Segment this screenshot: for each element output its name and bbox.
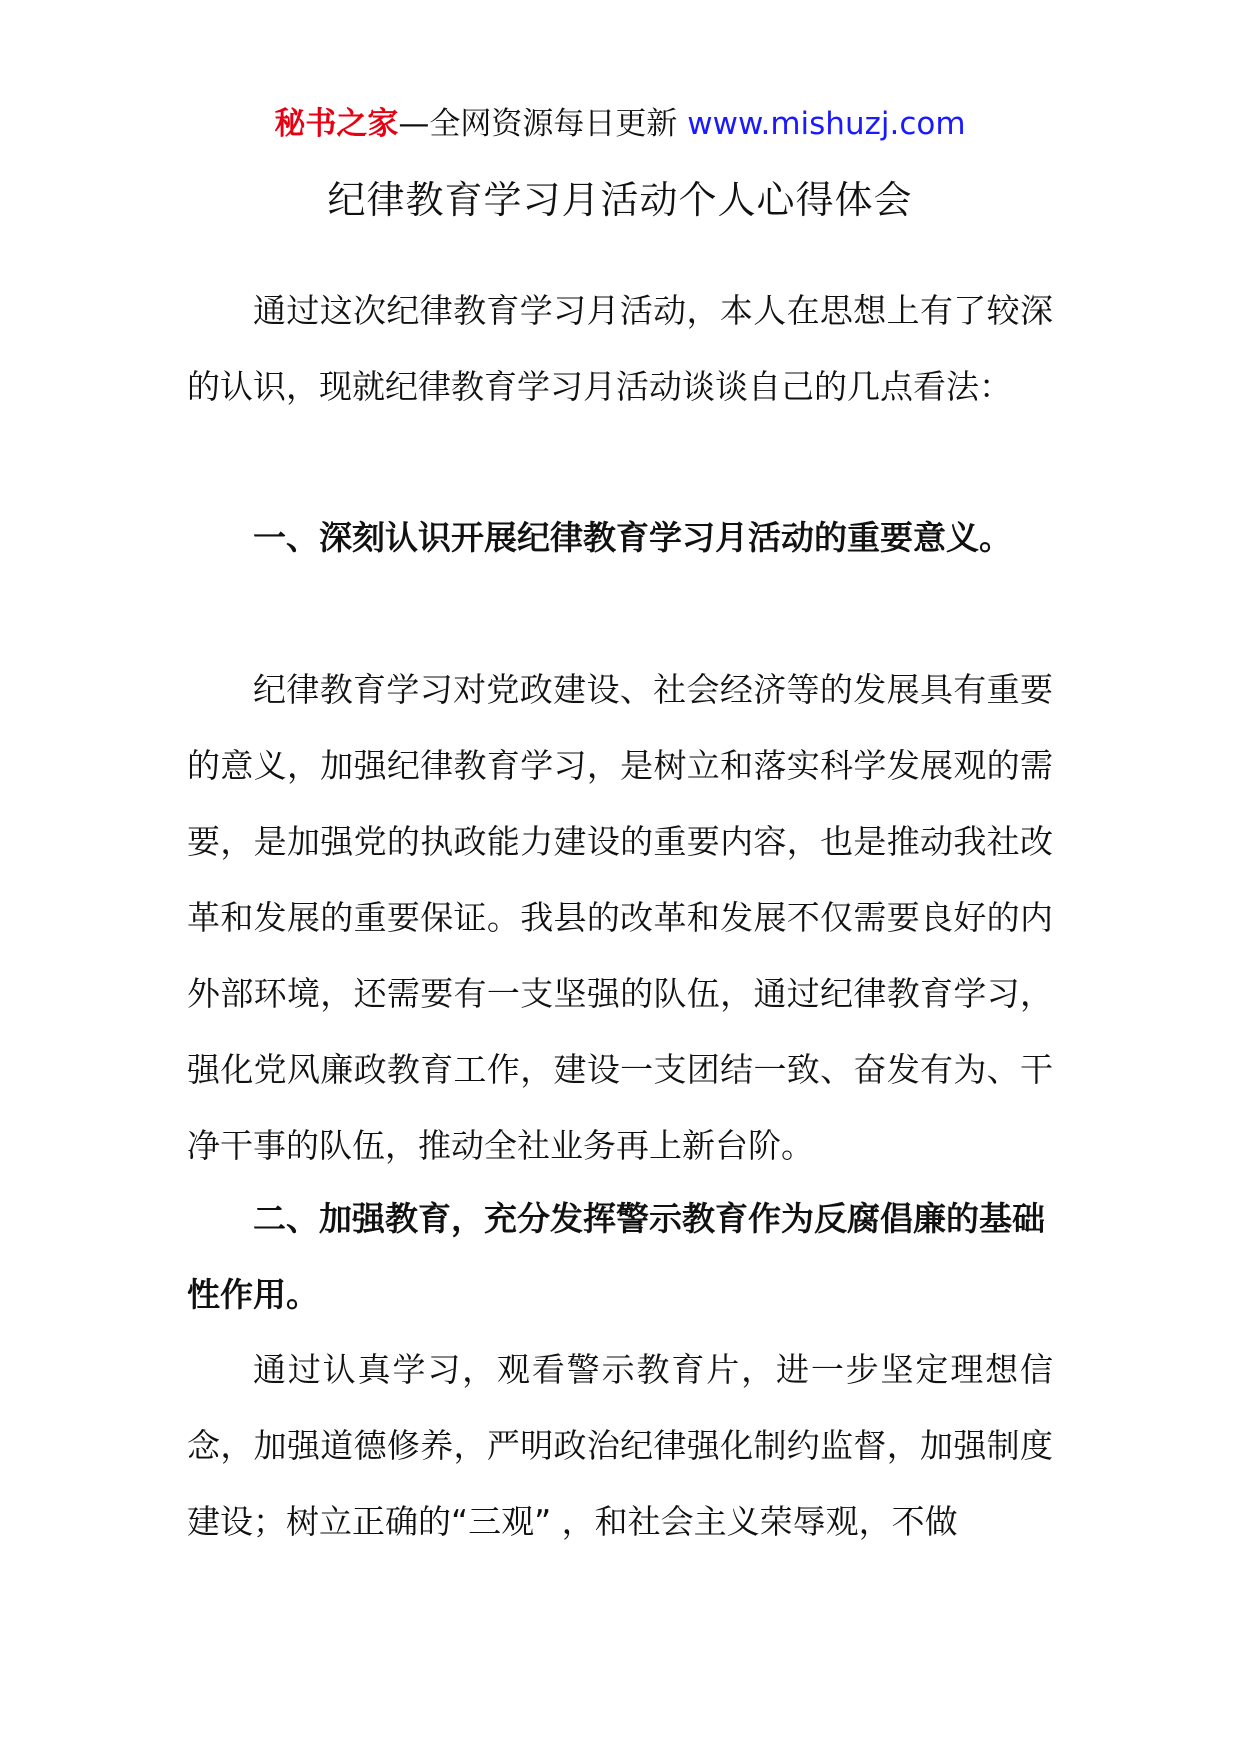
intro-paragraph: 通过这次纪律教育学习月活动，本人在思想上有了较深的认识，现就纪律教育学习月活动谈谈自己的几点看法： [187,291,1053,406]
brand-name: 秘书之家 [274,106,399,142]
site-banner [0,104,1240,144]
section-heading-2: 二、加强教育，充分发挥警示教育作为反腐倡廉的基础性作用。 [187,1199,1045,1314]
site-url: www.mishuzj.com [677,106,966,142]
section-paragraph-2: 通过认真学习，观看警示教育片，进一步坚定理想信念，加强道德修养，严明政治纪律强化制约监督，加强制度建设；树立正确的“三观” ，和社会主义荣辱观，不做 [187,1350,1053,1541]
section-heading-1: 一、深刻认识开展纪律教育学习月活动的重要意义。 [253,518,1012,557]
section-paragraph-1: 纪律教育学习对党政建设、社会经济等的发展具有重要的意义，加强纪律教育学习，是树立和落实科学发展观的需要，是加强党的执政能力建设的重要内容，也是推动我社改革和发展的重要保证。我县的改革和发展不仅需要良好的内外部环境，还需要有一支坚强的队伍，通过纪律教育学习，强化党风廉政教育工作，建设一支团结一致、奋发有为、干净干事的队伍，推动全社业务再上新台阶。 [187,670,1053,1165]
document-title: 纪律教育学习月活动个人心得体会 [327,178,913,222]
brand-slogan: —全网资源每日更新 [398,106,678,142]
